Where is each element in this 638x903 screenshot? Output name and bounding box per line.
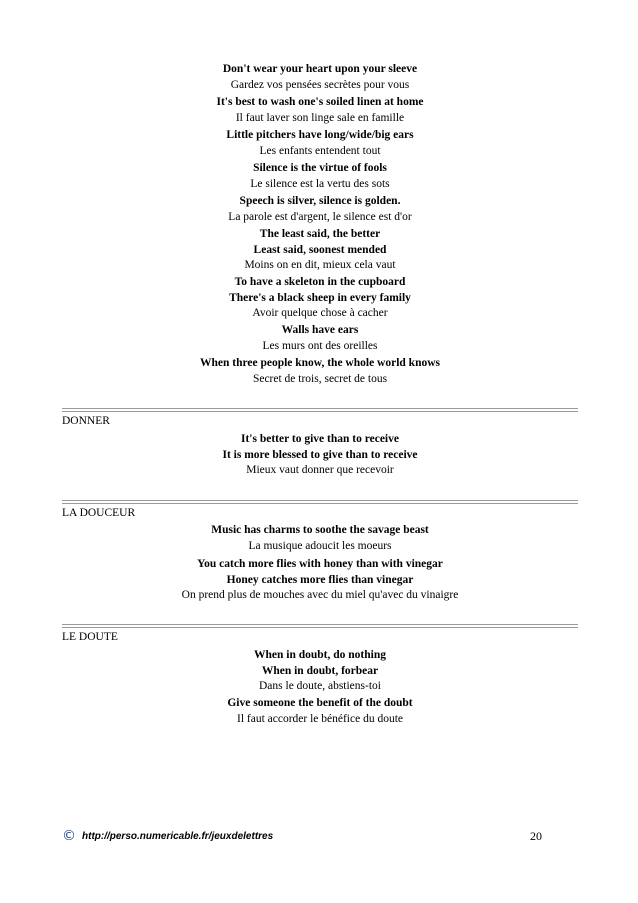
french-equivalent: Les enfants entendent tout <box>259 144 381 157</box>
french-equivalent: On prend plus de mouches avec du miel qu'avec du vinaigre <box>181 589 459 602</box>
proverb-group <box>62 648 578 695</box>
page-number: 20 <box>530 829 542 843</box>
section-divider <box>62 408 578 412</box>
english-proverb: The least said, the better <box>259 228 381 240</box>
section-divider <box>62 624 578 628</box>
proverb-group <box>62 432 578 479</box>
english-proverb: There's a black sheep in every family <box>229 291 411 304</box>
french-equivalent: Moins on en dit, mieux cela vaut <box>244 259 396 272</box>
proverb-group <box>62 227 578 274</box>
english-proverb: To have a skeleton in the cupboard <box>234 276 406 288</box>
english-proverb: It is more blessed to give than to receive <box>222 448 418 461</box>
french-equivalent: Mieux vaut donner que recevoir <box>246 464 394 477</box>
french-equivalent: La musique adoucit les moeurs <box>248 539 392 552</box>
page-footer <box>62 828 273 844</box>
section-title-le-doute: LE DOUTE <box>62 631 118 643</box>
english-proverb: When in doubt, do nothing <box>254 649 386 661</box>
english-proverb: Little pitchers have long/wide/big ears <box>226 129 414 141</box>
proverb-group <box>62 194 578 225</box>
english-proverb: Honey catches more flies than vinegar <box>226 573 414 586</box>
french-equivalent: Gardez vos pensées secrètes pour vous <box>230 78 410 91</box>
proverb-group <box>62 62 578 93</box>
proverb-group <box>62 356 578 387</box>
proverb-group <box>62 275 578 322</box>
french-equivalent: Il faut laver son linge sale en famille <box>235 111 405 124</box>
english-proverb: You catch more flies with honey than with vinegar <box>197 558 443 570</box>
french-equivalent: Dans le doute, abstiens-toi <box>258 680 381 693</box>
english-proverb: Speech is silver, silence is golden. <box>239 195 401 207</box>
proverb-group <box>62 161 578 192</box>
english-proverb: Give someone the benefit of the doubt <box>227 697 413 709</box>
proverb-group <box>62 557 578 604</box>
proverb-group <box>62 323 578 354</box>
english-proverb: Silence is the virtue of fools <box>253 162 387 174</box>
copyright-icon: © <box>62 828 76 844</box>
french-equivalent: Les murs ont des oreilles <box>262 339 378 352</box>
french-equivalent: Le silence est la vertu des sots <box>250 177 390 190</box>
english-proverb: Least said, soonest mended <box>253 243 387 256</box>
english-proverb: When in doubt, forbear <box>261 664 379 677</box>
french-equivalent: Avoir quelque chose à cacher <box>252 307 388 320</box>
french-equivalent: Secret de trois, secret de tous <box>252 372 388 385</box>
english-proverb: Walls have ears <box>281 324 359 336</box>
english-proverb: It's best to wash one's soiled linen at home <box>216 96 424 108</box>
section-title-la-douceur: LA DOUCEUR <box>62 507 136 519</box>
proverb-group <box>62 128 578 159</box>
section-divider <box>62 500 578 504</box>
proverb-group <box>62 696 578 727</box>
proverb-group <box>62 95 578 126</box>
proverb-group <box>62 523 578 554</box>
french-equivalent: La parole est d'argent, le silence est d'or <box>228 210 412 223</box>
english-proverb: Music has charms to soothe the savage beast <box>211 524 429 536</box>
french-equivalent: Il faut accorder le bénéfice du doute <box>236 712 404 725</box>
english-proverb: Don't wear your heart upon your sleeve <box>222 63 418 75</box>
english-proverb: When three people know, the whole world knows <box>199 357 441 369</box>
section-title-donner: DONNER <box>62 415 110 427</box>
english-proverb: It's better to give than to receive <box>241 433 399 445</box>
footer-url-link[interactable]: http://perso.numericable.fr/jeuxdelettres <box>82 830 274 842</box>
